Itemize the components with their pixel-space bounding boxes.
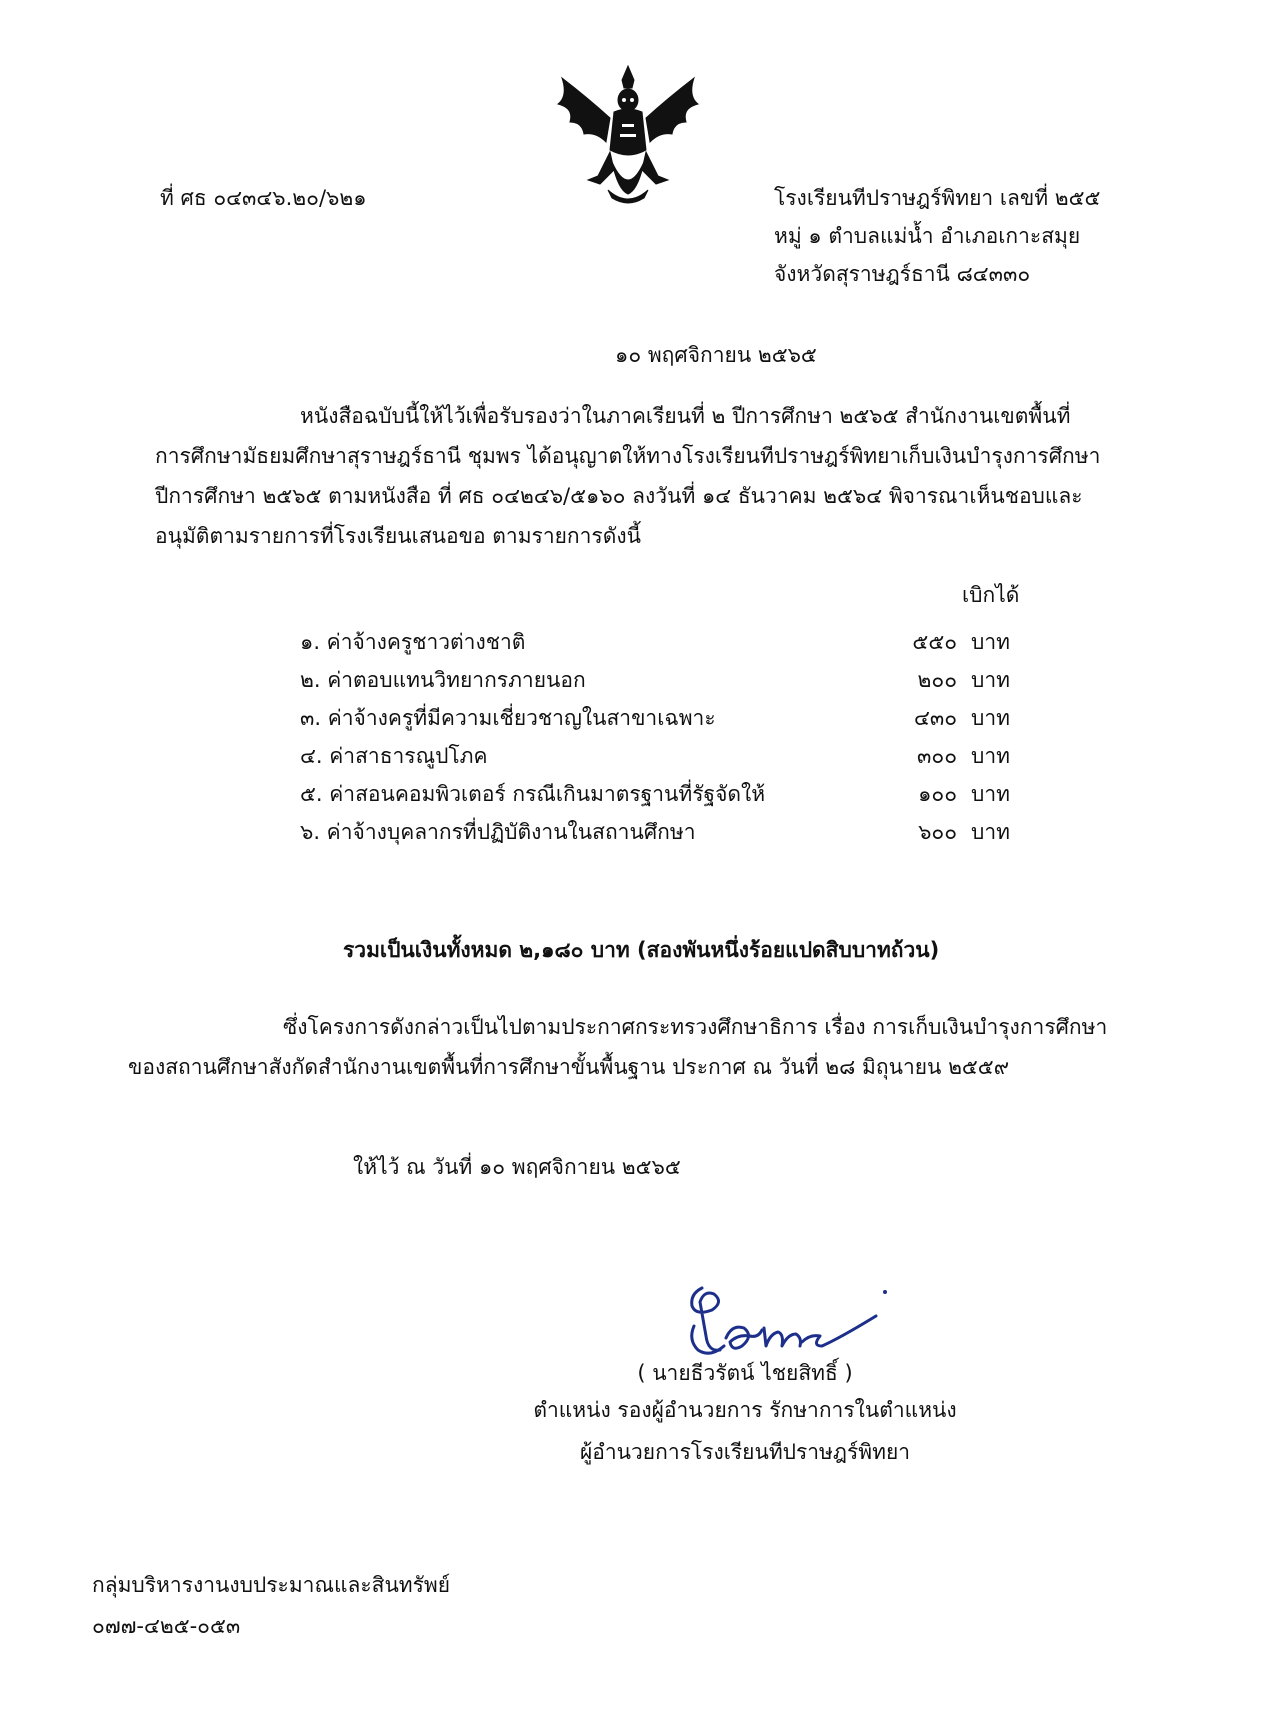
item-unit: บาท <box>971 744 1010 768</box>
regulation-paragraph-line-2: ของสถานศึกษาสังกัดสำนักงานเขตพื้นที่การศึกษาขั้นพื้นฐาน ประกาศ ณ วันที่ ๒๘ มิถุนายน ๒๕๕๙ <box>128 1055 1010 1079</box>
item-unit: บาท <box>971 706 1010 730</box>
item-amount: ๓๐๐ <box>917 744 958 768</box>
list-item <box>300 664 1010 702</box>
item-label: ๔. ค่าสาธารณูปโภค <box>300 744 488 768</box>
footer-department: กลุ่มบริหารงานงบประมาณและสินทรัพย์ <box>92 1573 451 1597</box>
item-unit: บาท <box>971 668 1010 692</box>
item-amount: ๕๕๐ <box>912 630 958 654</box>
items-column-header: เบิกได้ <box>962 583 1020 607</box>
item-amount: ๖๐๐ <box>918 820 958 844</box>
paragraph-line: ปีการศึกษา ๒๕๖๕ ตามหนังสือ ที่ ศธ ๐๔๒๔๖/๕๑๖๐ ลงวันที่ ๑๔ ธันวาคม ๒๕๖๔ พิจารณาเห็นชอบและ <box>155 484 1083 508</box>
list-item <box>300 702 1010 740</box>
certification-paragraph <box>155 396 1145 556</box>
paragraph-line: หนังสือฉบับนี้ให้ไว้เพื่อรับรองว่าในภาคเรียนที่ ๒ ปีการศึกษา ๒๕๖๕ สำนักงานเขตพื้นที่ <box>300 404 1071 428</box>
item-amount: ๒๐๐ <box>917 668 958 692</box>
list-item <box>300 626 1010 664</box>
item-label: ๒. ค่าตอบแทนวิทยากรภายนอก <box>300 668 586 692</box>
reference-number: ที่ ศธ ๐๔๓๔๖.๒๐/๖๒๑ <box>160 186 367 210</box>
sender-address-line-2: หมู่ ๑ ตำบลแม่น้ำ อำเภอเกาะสมุย <box>774 224 1081 248</box>
footer-phone: ๐๗๗-๔๒๕-๐๕๓ <box>92 1614 241 1638</box>
handwritten-signature <box>680 1280 900 1365</box>
item-unit: บาท <box>971 782 1010 806</box>
item-label: ๖. ค่าจ้างบุคลากรที่ปฏิบัติงานในสถานศึกษา <box>300 820 696 844</box>
item-amount: ๔๓๐ <box>913 706 958 730</box>
item-amount: ๑๐๐ <box>918 782 958 806</box>
letter-date: ๑๐ พฤศจิกายน ๒๕๖๕ <box>615 343 817 367</box>
regulation-paragraph-line-1: ซึ่งโครงการดังกล่าวเป็นไปตามประกาศกระทรวงศึกษาธิการ เรื่อง การเก็บเงินบำรุงการศึกษา <box>283 1015 1108 1039</box>
item-unit: บาท <box>971 820 1010 844</box>
signatory-position-line-1: ตำแหน่ง รองผู้อำนวยการ รักษาการในตำแหน่ง <box>533 1398 957 1422</box>
item-unit: บาท <box>971 630 1010 654</box>
total-amount: รวมเป็นเงินทั้งหมด ๒,๑๘๐ บาท (สองพันหนึ่งร้อยแปดสิบบาทถ้วน) <box>343 938 940 962</box>
given-date: ให้ไว้ ณ วันที่ ๑๐ พฤศจิกายน ๒๕๖๕ <box>353 1155 681 1179</box>
item-label: ๑. ค่าจ้างครูชาวต่างชาติ <box>300 630 526 654</box>
list-item <box>300 740 1010 778</box>
list-item <box>300 816 1010 854</box>
garuda-emblem-icon <box>548 58 708 210</box>
signatory-position-line-2: ผู้อำนวยการโรงเรียนทีปราษฎร์พิทยา <box>579 1440 911 1464</box>
sender-address-line-1: โรงเรียนทีปราษฎร์พิทยา เลขที่ ๒๕๕ <box>774 186 1101 210</box>
paragraph-line: อนุมัติตามรายการที่โรงเรียนเสนอขอ ตามรายการดังนี้ <box>155 524 641 548</box>
signatory-name: ( นายธีวรัตน์ ไชยสิทธิ์ ) <box>637 1361 853 1385</box>
item-label: ๕. ค่าสอนคอมพิวเตอร์ กรณีเกินมาตรฐานที่รัฐจัดให้ <box>300 782 766 806</box>
item-label: ๓. ค่าจ้างครูที่มีความเชี่ยวชาญในสาขาเฉพาะ <box>300 706 716 730</box>
list-item <box>300 778 1010 816</box>
sender-address-line-3: จังหวัดสุราษฎร์ธานี ๘๔๓๓๐ <box>774 262 1031 286</box>
paragraph-line: การศึกษามัธยมศึกษาสุราษฎร์ธานี ชุมพร ได้อนุญาตให้ทางโรงเรียนทีปราษฎร์พิทยาเก็บเงินบำรุงการศึกษา <box>155 444 1101 468</box>
